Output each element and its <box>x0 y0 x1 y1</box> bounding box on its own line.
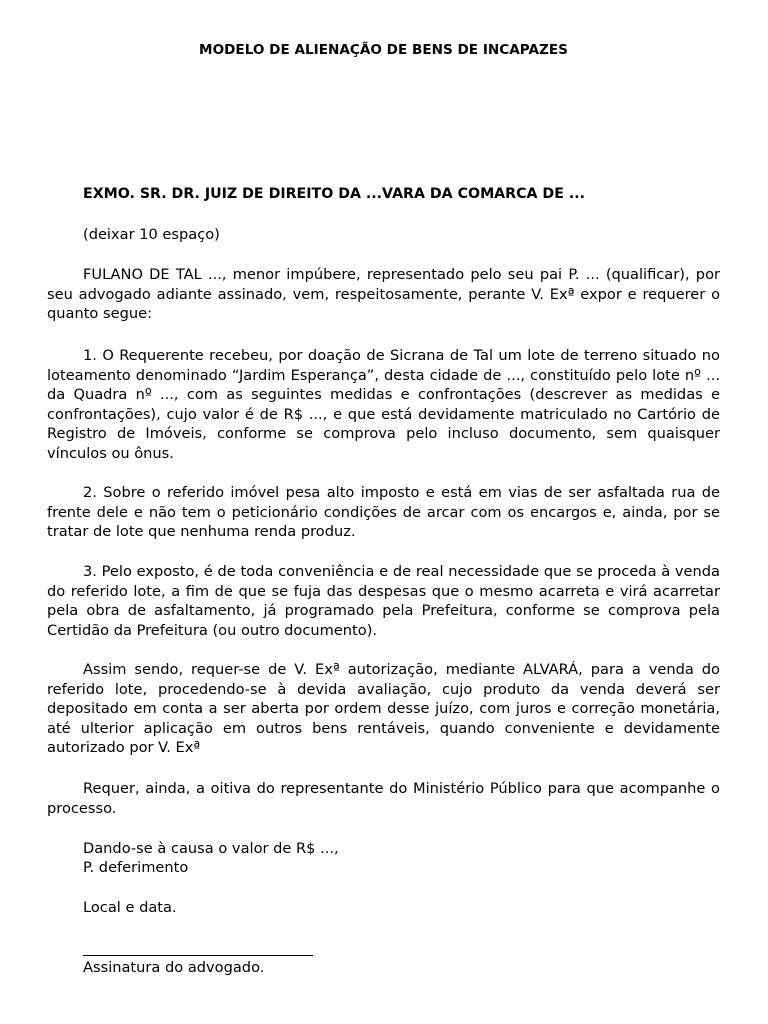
paragraph-item-1: 1. O Requerente recebeu, por doação de Sicrana de Tal um lote de terreno situado no loteamento denominado “Jardim Esperança”, desta cidade de ..., constituído pelo lote nº ... da Quadra nº ..., com as seguintes medidas e confrontações (descrever as medidas e confrontações), cujo valor é de R$ ..., e que está devidamente matriculado no Cartório de Registro de Imóveis, conforme se comprova pelo incluso documento, sem quaisquer vínculos ou ônus. <box>47 347 720 462</box>
place-and-date: Local e data. <box>83 899 177 916</box>
addressee-heading: EXMO. SR. DR. JUIZ DE DIREITO DA ...VARA DA COMARCA DE ... <box>83 186 585 202</box>
paragraph-item-2: 2. Sobre o referido imóvel pesa alto imposto e está em vias de ser asfaltada rua de frente dele e não tem o peticionário condições de arcar com os encargos e, ainda, por se tratar de lote que nenhuma renda produz. <box>47 484 720 541</box>
paragraph-ministry: Requer, ainda, a oitiva do representante do Ministério Público para que acompanhe o processo. <box>47 780 720 817</box>
paragraph-item-3: 3. Pelo exposto, é de toda conveniência e de real necessidade que se proceda à venda do referido lote, a fim de que se fuja das despesas que o mesmo acarreta e virá acarretar pela obra de asfaltamento, já programado pela Prefeitura, conforme se comprova pela Certidão da Prefeitura (ou outro documento). <box>47 563 720 639</box>
signature-label: Assinatura do advogado. <box>83 959 265 976</box>
closing-value-line: Dando-se à causa o valor de R$ ..., <box>83 840 339 857</box>
paragraph-request: Assim sendo, requer-se de V. Exª autorização, mediante ALVARÁ, para a venda do referido lote, procedendo-se à devida avaliação, cujo produto da venda deverá ser depositado em conta a ser aberta por ordem desse juízo, com juros e correção monetária, até ulterior aplicação em outros bens rentáveis, quando conveniente e devidamente autorizado por V. Exª <box>47 661 720 757</box>
closing-request-line: P. deferimento <box>83 859 189 876</box>
signature-line <box>83 955 313 956</box>
spacing-note: (deixar 10 espaço) <box>83 226 220 243</box>
paragraph-qualification: FULANO DE TAL ..., menor impúbere, representado pelo seu pai P. ... (qualificar), por seu advogado adiante assinado, vem, respeitosamente, perante V. Exª expor e requerer o quanto segue: <box>47 266 720 323</box>
document-title: MODELO DE ALIENAÇÃO DE BENS DE INCAPAZES <box>199 42 568 58</box>
document-page <box>47 0 720 1024</box>
